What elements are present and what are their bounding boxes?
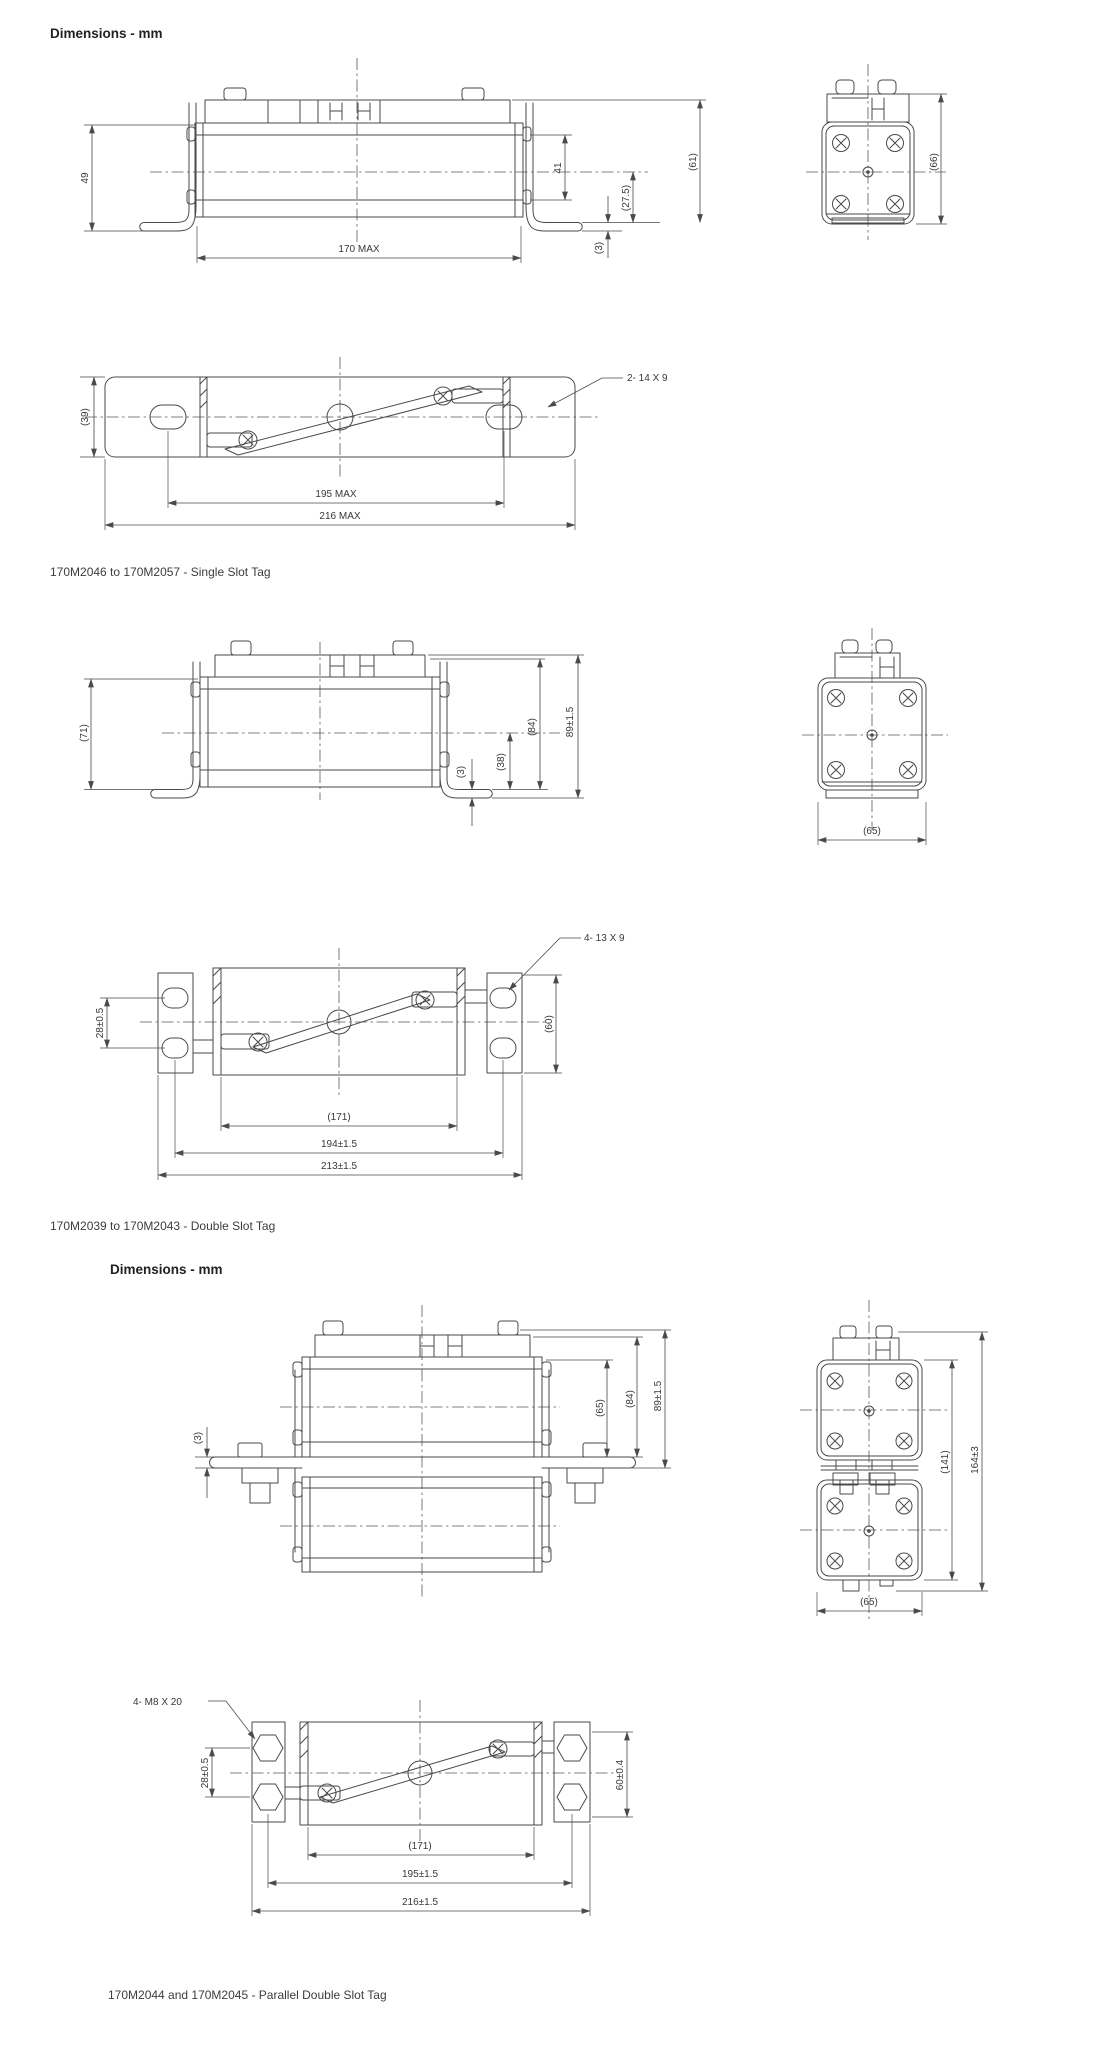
dim-single-plate-height: (39) bbox=[80, 408, 91, 426]
dim-parallel-side-overall-height: 164±3 bbox=[970, 1446, 981, 1474]
dim-double-center-to-base: (38) bbox=[496, 753, 507, 771]
dim-parallel-overall-length: 216±1.5 bbox=[401, 1897, 439, 1908]
dim-single-body-width: 170 MAX bbox=[338, 244, 380, 255]
dim-single-foot-thickness: (3) bbox=[594, 241, 605, 255]
parallel-side-view bbox=[800, 1300, 988, 1620]
dim-double-hole-spacing: 28±0.5 bbox=[95, 1007, 106, 1039]
dim-parallel-tag-height: (84) bbox=[625, 1390, 636, 1408]
dim-double-body-height: (84) bbox=[527, 718, 538, 736]
dim-double-plate-height: (60) bbox=[544, 1015, 555, 1033]
dim-parallel-plate-height: 60±0.4 bbox=[615, 1759, 626, 1791]
dim-single-side-width: (66) bbox=[929, 153, 940, 171]
dim-parallel-body-length: (171) bbox=[408, 1841, 432, 1852]
caption-parallel-double-slot-tag: 170M2044 and 170M2045 - Parallel Double Slot Tag bbox=[108, 1988, 387, 2002]
dim-double-body-length: (171) bbox=[327, 1112, 351, 1123]
note-double-hole-size: 4- 13 X 9 bbox=[584, 933, 625, 944]
dim-parallel-bodies-height: (141) bbox=[940, 1450, 951, 1474]
caption-double-slot-tag: 170M2039 to 170M2043 - Double Slot Tag bbox=[50, 1219, 276, 1233]
single-side-view bbox=[806, 64, 947, 240]
heading-dimensions-1: Dimensions - mm bbox=[50, 26, 163, 41]
double-front-view bbox=[79, 641, 584, 826]
dim-double-side-width: (65) bbox=[863, 826, 881, 837]
dim-double-bracket-height: (71) bbox=[79, 724, 90, 742]
dim-parallel-hole-spacing: 28±0.5 bbox=[200, 1757, 211, 1789]
dim-single-overall-height: (61) bbox=[688, 153, 699, 171]
dim-parallel-foot-thickness: (3) bbox=[193, 1431, 204, 1445]
dim-double-hole-span: 194±1.5 bbox=[320, 1139, 358, 1150]
double-top-view bbox=[95, 933, 625, 1180]
dim-single-bracket-height: 49 bbox=[80, 172, 91, 184]
parallel-front-view bbox=[193, 1305, 671, 1598]
dim-parallel-overall-height: 89±1.5 bbox=[653, 1380, 664, 1412]
dim-single-tab-offset: (27.5) bbox=[621, 184, 632, 212]
parallel-top-view bbox=[133, 1697, 633, 1916]
single-front-view bbox=[80, 58, 706, 263]
dim-single-slot-span: 195 MAX bbox=[315, 489, 357, 500]
dim-single-body-height: 41 bbox=[553, 162, 564, 174]
note-parallel-bolt-size: 4- M8 X 20 bbox=[133, 1697, 182, 1708]
heading-dimensions-2: Dimensions - mm bbox=[110, 1262, 223, 1277]
caption-single-slot-tag: 170M2046 to 170M2057 - Single Slot Tag bbox=[50, 565, 271, 579]
note-single-slot-size: 2- 14 X 9 bbox=[627, 373, 668, 384]
dim-parallel-hole-span: 195±1.5 bbox=[401, 1869, 439, 1880]
dim-double-overall-height: 89±1.5 bbox=[565, 706, 576, 738]
dim-double-overall-length: 213±1.5 bbox=[320, 1161, 358, 1172]
double-side-view bbox=[802, 628, 948, 845]
dim-parallel-side-width: (65) bbox=[860, 1597, 878, 1608]
single-top-view bbox=[80, 357, 668, 530]
dim-double-foot-thickness: (3) bbox=[456, 765, 467, 779]
dim-parallel-body-height: (65) bbox=[595, 1399, 606, 1417]
dim-single-overall-length: 216 MAX bbox=[319, 511, 361, 522]
